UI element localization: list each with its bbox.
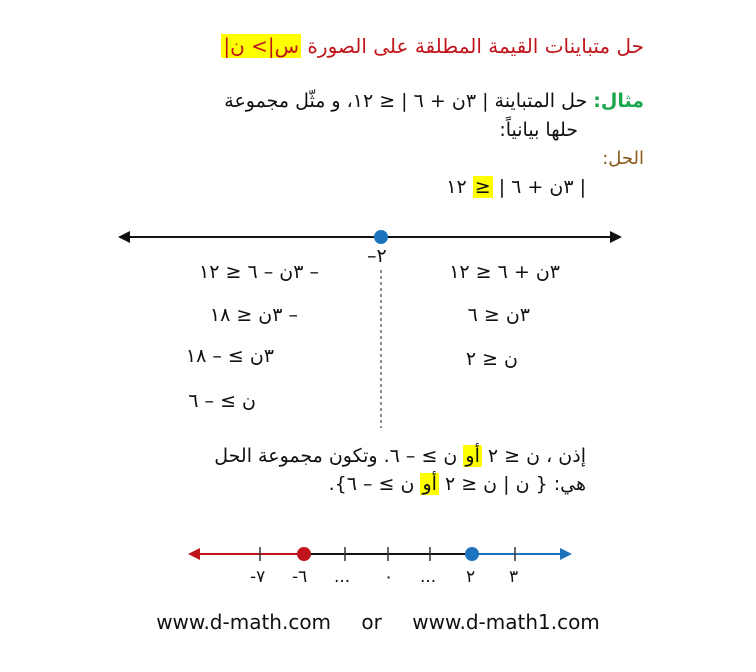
point-two <box>465 547 479 561</box>
label-two: ٢ <box>466 567 476 587</box>
example-label: مثال: <box>593 90 644 112</box>
right-step-3: ن ≤ ٢ <box>465 348 518 370</box>
solution-label: الحل: <box>602 148 644 169</box>
label-neg6: -٦ <box>292 567 308 587</box>
label-dots-right: ... <box>420 567 437 587</box>
or-highlight-1: أو <box>465 445 480 467</box>
label-three: ٣ <box>509 567 519 587</box>
conclusion-line-2 <box>329 473 586 495</box>
solution-left-arrow <box>188 548 200 560</box>
conclusion-1a: إذن ، ن ≤ ٢ <box>481 445 586 467</box>
example-text-1: حل المتباينة | ٣ن + ٦ | ≤ ١٢، و مثّل مجموعة <box>224 90 588 112</box>
left-step-2: – ٣ن ≤ ١٨ <box>209 304 298 326</box>
main-axis-left-arrow <box>118 231 130 243</box>
left-step-4: ن ≥ – ٦ <box>188 390 256 412</box>
expr-operator: ≤ <box>474 176 491 198</box>
title-highlight: |س|> ن <box>223 34 300 58</box>
or-highlight-2: أو <box>422 473 437 495</box>
footer-or: or <box>361 610 382 634</box>
point-neg6 <box>297 547 311 561</box>
conclusion-line-1 <box>214 445 586 467</box>
footer-link-2[interactable]: www.d-math1.com <box>412 610 600 634</box>
title-text: حل متباينات القيمة المطلقة على الصورة <box>301 34 644 58</box>
right-step-2: ٣ن ≤ ٦ <box>467 304 530 326</box>
left-step-1: – ٣ن – ٦ ≤ ١٢ <box>199 261 319 283</box>
label-zero: ٠ <box>384 567 394 587</box>
center-label: –٢ <box>367 245 387 267</box>
conclusion-1b: ن ≥ – ٦. وتكون مجموعة الحل <box>214 445 464 467</box>
footer <box>0 610 756 634</box>
solution-right-arrow <box>560 548 572 560</box>
center-point <box>374 230 388 244</box>
left-step-3: ٣ن ≥ – ١٨ <box>185 345 274 367</box>
example-line-2: حلها بيانياً: <box>499 119 578 141</box>
footer-link-1[interactable]: www.d-math.com <box>156 610 332 634</box>
conclusion-2a: هي: { ن | ن ≤ ٢ <box>438 473 586 495</box>
expr-after: ١٢ <box>446 176 473 198</box>
right-step-1: ٣ن + ٦ ≤ ١٢ <box>449 261 560 283</box>
label-dots-left: ... <box>334 567 351 587</box>
expr-before: | ٣ن + ٦ | <box>492 176 586 198</box>
main-axis-right-arrow <box>610 231 622 243</box>
label-neg7: -٧ <box>250 567 266 587</box>
conclusion-2b: ن ≥ – ٦}. <box>328 473 421 495</box>
